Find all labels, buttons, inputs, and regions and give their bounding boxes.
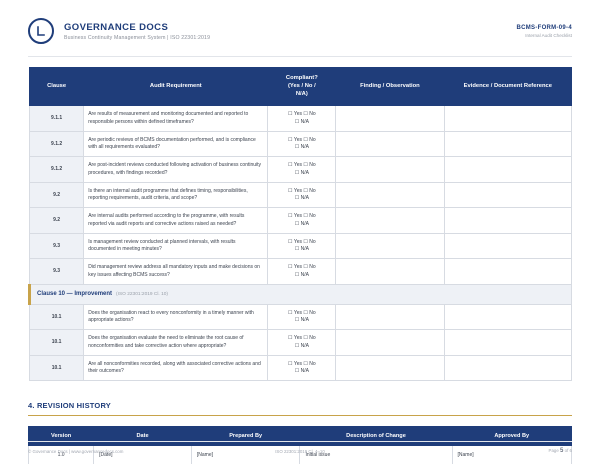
compliant-options-line1: ☐ Yes ☐ No (288, 111, 316, 118)
table-row (30, 106, 572, 132)
cell-evidence[interactable] (444, 182, 571, 208)
document-meta (516, 25, 572, 38)
table-row (30, 233, 572, 259)
cell-clause: 9.3 (30, 259, 84, 285)
col-header-compliant (268, 68, 336, 106)
compliant-options-line2: ☐ N/A (294, 118, 309, 125)
cell-finding[interactable] (336, 304, 444, 330)
table-row (30, 330, 572, 356)
compliant-options-line2: ☐ N/A (294, 220, 309, 227)
cell-clause: 9.3 (30, 233, 84, 259)
rev-cell-version: 1.0 (29, 446, 94, 464)
rev-cell-prepared-by[interactable]: [Name] (191, 446, 300, 464)
compliant-options-line1: ☐ Yes ☐ No (288, 335, 316, 342)
table-row (30, 208, 572, 234)
audit-table-header-row (30, 68, 572, 106)
cell-evidence[interactable] (444, 330, 571, 356)
compliant-options-line1: ☐ Yes ☐ No (288, 360, 316, 367)
section-note: (ISO 22301:2019 Cl. 10) (116, 291, 169, 297)
cell-evidence[interactable] (444, 233, 571, 259)
cell-clause: 10.1 (30, 355, 84, 381)
compliant-options-line1: ☐ Yes ☐ No (288, 238, 316, 245)
cell-evidence[interactable] (444, 106, 571, 132)
rev-col-version: Version (29, 427, 94, 446)
page-total: 6 (569, 448, 572, 453)
cell-compliant[interactable] (268, 182, 336, 208)
rev-col-date: Date (94, 427, 192, 446)
rev-col-prepared-by: Prepared By (191, 427, 300, 446)
cell-finding[interactable] (336, 355, 444, 381)
cell-evidence[interactable] (444, 157, 571, 183)
audit-checklist-table (28, 67, 572, 381)
rev-col-description: Description of Change (300, 427, 452, 446)
cell-compliant[interactable] (268, 131, 336, 157)
compliant-options-line2: ☐ N/A (294, 169, 309, 176)
cell-finding[interactable] (336, 182, 444, 208)
col-header-requirement: Audit Requirement (84, 68, 268, 106)
cell-finding[interactable] (336, 157, 444, 183)
circle-monogram-icon (28, 18, 54, 44)
document-header (0, 0, 600, 52)
cell-clause: 10.1 (30, 304, 84, 330)
revision-history-title: 4. REVISION HISTORY (28, 401, 111, 411)
cell-compliant[interactable] (268, 233, 336, 259)
compliant-options-line1: ☐ Yes ☐ No (288, 213, 316, 220)
cell-finding[interactable] (336, 259, 444, 285)
cell-requirement: Are periodic reviews of BCMS documentation performed, and is compliance with all requirements evaluated? (84, 131, 268, 157)
document-code: BCMS-FORM-09-4 (516, 24, 572, 31)
compliant-options-line2: ☐ N/A (294, 246, 309, 253)
table-row (30, 157, 572, 183)
cell-requirement: Are all nonconformities recorded, along with associated corrective actions and their outcomes? (84, 355, 268, 381)
compliant-options-line1: ☐ Yes ☐ No (288, 264, 316, 271)
footer-pagination (391, 448, 572, 454)
cell-evidence[interactable] (444, 304, 571, 330)
compliant-options-line2: ☐ N/A (294, 317, 309, 324)
brand-title: GOVERNANCE DOCS (64, 21, 169, 33)
section-label: Clause 10 — Improvement (37, 290, 113, 297)
cell-requirement: Is management review conducted at planned intervals, with results documented in meeting minutes? (84, 233, 268, 259)
footer-divider (28, 441, 572, 442)
compliant-options-line2: ☐ N/A (294, 195, 309, 202)
footer-reference: ISO 22301:2019 Cl. 4–10 (275, 448, 325, 454)
cell-finding[interactable] (336, 233, 444, 259)
table-row (30, 304, 572, 330)
cell-requirement: Are post-incident reviews conducted following activation of business continuity procedures, with findings recorded? (84, 157, 268, 183)
cell-finding[interactable] (336, 106, 444, 132)
cell-compliant[interactable] (268, 106, 336, 132)
rev-cell-approved-by[interactable]: [Name] (452, 446, 571, 464)
rev-cell-description[interactable]: Initial issue (300, 446, 452, 464)
rev-col-approved-by: Approved By (452, 427, 571, 446)
table-row (30, 131, 572, 157)
compliant-options-line1: ☐ Yes ☐ No (288, 136, 316, 143)
cell-compliant[interactable] (268, 330, 336, 356)
cell-compliant[interactable] (268, 208, 336, 234)
cell-compliant[interactable] (268, 157, 336, 183)
cell-clause: 9.1.2 (30, 157, 84, 183)
brand-subtitle: Business Continuity Management System | ISO 22301:2019 (64, 34, 211, 41)
cell-compliant[interactable] (268, 355, 336, 381)
cell-finding[interactable] (336, 208, 444, 234)
col-header-evidence: Evidence / Document Reference (444, 68, 571, 106)
cell-requirement: Are internal audits performed according to the programme, with results reported via audit reports and corrective actions raised as needed? (84, 208, 268, 234)
audit-table-wrapper (0, 57, 600, 381)
cell-evidence[interactable] (444, 208, 571, 234)
compliant-options-line2: ☐ N/A (294, 144, 309, 151)
cell-requirement: Are results of measurement and monitoring documented and reported to responsible persons within defined timeframes? (84, 106, 268, 132)
section-divider-row (30, 284, 572, 304)
cell-evidence[interactable] (444, 355, 571, 381)
revision-history-header (0, 381, 600, 416)
col-header-compliant-line1: Compliant? (285, 75, 318, 81)
document-footer (0, 441, 600, 464)
cell-requirement: Is there an internal audit programme that defines timing, responsibilities, reporting requirements, audit criteria, and scope? (84, 182, 268, 208)
col-header-clause: Clause (30, 68, 84, 106)
table-row (30, 182, 572, 208)
footer-copyright: © Governance Docs | www.governancedocs.com (28, 448, 124, 454)
section-divider-cell (30, 284, 572, 304)
cell-clause: 9.1.2 (30, 131, 84, 157)
col-header-compliant-line2: (Yes / No / (287, 82, 316, 89)
cell-requirement: Did management review address all mandatory inputs and make decisions on key issues affecting BCMS success? (84, 259, 268, 285)
cell-compliant[interactable] (268, 259, 336, 285)
cell-clause: 9.2 (30, 182, 84, 208)
compliant-options-line1: ☐ Yes ☐ No (288, 309, 316, 316)
compliant-options-line1: ☐ Yes ☐ No (288, 187, 316, 194)
cell-clause: 10.1 (30, 330, 84, 356)
page-label: Page (548, 448, 559, 453)
cell-finding[interactable] (336, 131, 444, 157)
rev-cell-date[interactable]: [Date] (94, 446, 192, 464)
cell-clause: 9.2 (30, 208, 84, 234)
cell-requirement: Does the organisation evaluate the need to eliminate the root cause of nonconformities and take corrective action where appropriate? (84, 330, 268, 356)
cell-evidence[interactable] (444, 131, 571, 157)
page-number: 5 (560, 448, 564, 454)
page-of: of (564, 448, 569, 453)
cell-clause: 9.1.1 (30, 106, 84, 132)
compliant-options-line2: ☐ N/A (294, 342, 309, 349)
document-type: Internal Audit Checklist (525, 32, 572, 38)
table-row (30, 259, 572, 285)
brand-block (64, 22, 516, 41)
cell-evidence[interactable] (444, 259, 571, 285)
cell-compliant[interactable] (268, 304, 336, 330)
table-row (30, 355, 572, 381)
col-header-finding: Finding / Observation (336, 68, 444, 106)
cell-requirement: Does the organisation react to every nonconformity in a timely manner with appropriate actions? (84, 304, 268, 330)
compliant-options-line2: ☐ N/A (294, 271, 309, 278)
compliant-options-line2: ☐ N/A (294, 368, 309, 375)
compliant-options-line1: ☐ Yes ☐ No (288, 162, 316, 169)
cell-finding[interactable] (336, 330, 444, 356)
col-header-compliant-line3: N/A) (295, 90, 308, 97)
